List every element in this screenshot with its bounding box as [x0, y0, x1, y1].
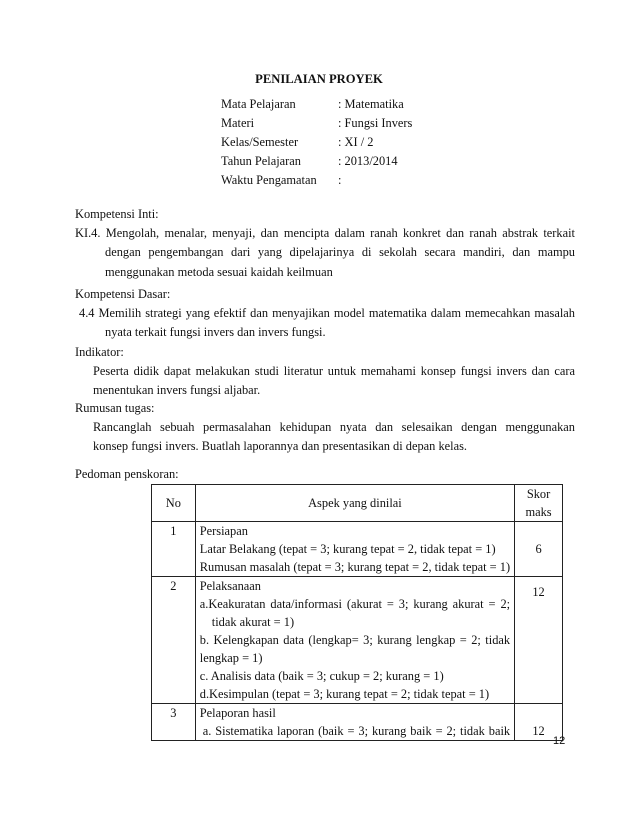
- paragraph-line: 4.4 Memilih strategi yang efektif dan menyajikan model matematika dalam memecahkan masalah: [79, 306, 575, 321]
- meta-row-class: [221, 135, 412, 154]
- meta-row-material: [221, 116, 412, 135]
- subject-info: [221, 97, 412, 192]
- row-number: 2: [152, 577, 196, 704]
- paragraph-line: menentukan invers fungsi aljabar.: [93, 382, 261, 397]
- section-heading: Kompetensi Dasar:: [75, 287, 171, 301]
- paragraph-line: nyata terkait fungsi invers dan invers fungsi.: [105, 325, 326, 340]
- scoring-table: [151, 484, 563, 741]
- meta-value: : Matematika: [338, 97, 404, 111]
- aspect-line: b. Kelengkapan data (lengkap= 3; kurang lengkap = 2; tidak: [199, 633, 511, 647]
- page-title: PENILAIAN PROYEK: [255, 72, 383, 86]
- aspect-line: a.Keakuratan data/informasi (akurat = 3; kurang akurat = 2;: [199, 597, 511, 611]
- table-row: [152, 704, 563, 741]
- header-line: maks: [525, 505, 552, 519]
- aspect-cell: [195, 577, 514, 704]
- meta-row-year: [221, 154, 412, 173]
- column-header-max-score: [515, 485, 563, 522]
- max-score-cell: 12: [515, 704, 563, 741]
- max-score-cell: 12: [515, 577, 563, 704]
- aspect-line: Pelaporan hasil: [199, 706, 276, 720]
- aspect-line: Rumusan masalah (tepat = 3; kurang tepat = 2, tidak tepat = 1): [199, 560, 511, 574]
- aspect-line: Pelaksanaan: [199, 579, 261, 593]
- core-competence-section: [75, 205, 575, 282]
- table-row: [152, 522, 563, 577]
- column-header-aspect: Aspek yang dinilai: [195, 485, 514, 522]
- aspect-line: d.Kesimpulan (tepat = 3; kurang tepat = 2; tidak tepat = 1): [199, 687, 490, 701]
- page-number: 12: [553, 735, 566, 747]
- column-header-no: No: [152, 485, 196, 522]
- aspect-cell: [195, 704, 514, 741]
- meta-label: Mata Pelajaran: [221, 97, 296, 111]
- meta-row-observation-time: [221, 173, 412, 192]
- aspect-line: Persiapan: [199, 524, 248, 538]
- section-heading: Pedoman penskoran:: [75, 467, 179, 481]
- meta-label: Kelas/Semester: [221, 135, 299, 149]
- aspect-cell: [195, 522, 514, 577]
- aspect-line: Latar Belakang (tepat = 3; kurang tepat = 2, tidak tepat = 1): [199, 542, 496, 556]
- paragraph-line: KI.4. Mengolah, menalar, menyaji, dan mencipta dalam ranah konkret dan ranah abstrak terkait: [75, 226, 575, 241]
- max-score-cell: 6: [515, 522, 563, 577]
- task-section: [75, 399, 575, 457]
- paragraph-line: dengan pengembangan dari yang dipelajarinya di sekolah secara mandiri, dan mampu: [105, 245, 575, 260]
- meta-value: :: [338, 173, 342, 187]
- basic-competence-section: [75, 285, 575, 400]
- table-header-row: [152, 485, 563, 522]
- meta-value: : XI / 2: [338, 135, 374, 149]
- aspect-line: tidak akurat = 1): [211, 615, 295, 629]
- paragraph-line: konsep fungsi invers. Buatlah laporannya dan presentasikan di depan kelas.: [93, 439, 468, 454]
- aspect-line: c. Analisis data (baik = 3; cukup = 2; kurang = 1): [199, 669, 444, 683]
- header-line: Skor: [526, 487, 551, 501]
- paragraph-line: menggunakan metoda sesuai kaidah keilmuan: [105, 264, 333, 279]
- meta-label: Waktu Pengamatan: [221, 173, 317, 187]
- paragraph-line: Rancanglah sebuah permasalahan kehidupan nyata dan selesaikan dengan menggunakan: [93, 420, 575, 435]
- scoring-heading: [75, 465, 575, 484]
- meta-label: Tahun Pelajaran: [221, 154, 301, 168]
- meta-label: Materi: [221, 116, 255, 130]
- aspect-line: a. Sistematika laporan (baik = 3; kurang baik = 2; tidak baik: [202, 724, 511, 738]
- row-number: 3: [152, 704, 196, 741]
- aspect-line: lengkap = 1): [199, 651, 263, 665]
- row-number: 1: [152, 522, 196, 577]
- meta-value: : Fungsi Invers: [338, 116, 413, 130]
- meta-row-subject: [221, 97, 412, 116]
- paragraph-line: Peserta didik dapat melakukan studi literatur untuk memahami konsep fungsi invers dan cara: [93, 363, 575, 378]
- section-heading: Rumusan tugas:: [75, 401, 155, 415]
- section-heading: Kompetensi Inti:: [75, 207, 159, 221]
- section-heading: Indikator:: [75, 344, 124, 359]
- table-row: [152, 577, 563, 704]
- meta-value: : 2013/2014: [338, 154, 398, 168]
